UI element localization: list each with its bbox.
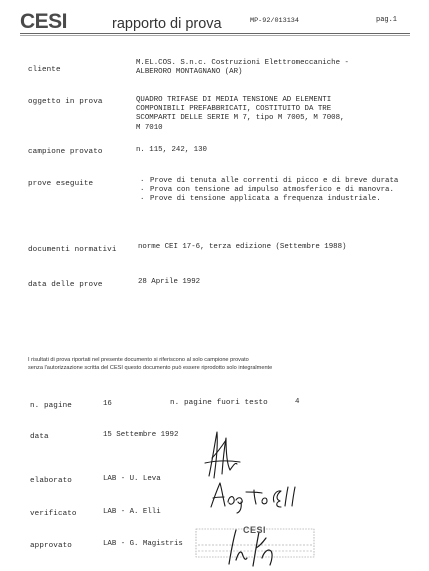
approvato-label: approvato [30, 542, 72, 550]
notice-line: senza l'autorizzazione scritta del CESI questo documento può essere riprodotto solo integralmente [28, 365, 273, 371]
oggetto-line: COMPONIBILI PREFABBRICATI, COSTITUITO DA TRE [136, 105, 332, 114]
notice-line: I risultati di prova riportati nel presente documento si riferiscono al solo campione provato [28, 357, 249, 363]
documenti-label: documenti normativi [28, 246, 117, 254]
signature-approvato [229, 530, 272, 566]
oggetto-line: M 7010 [136, 123, 163, 132]
campione-value: n. 115, 242, 130 [136, 146, 207, 154]
oggetto-value [136, 96, 408, 133]
data-prove-label: data delle prove [28, 281, 103, 289]
document-title: rapporto di prova [112, 16, 222, 32]
data-value: 15 Settembre 1992 [103, 431, 179, 439]
header-rule-secondary [20, 35, 410, 36]
pagine-fuori-value: 4 [295, 398, 300, 406]
cliente-line: ALBERORO MONTAGNANO (AR) [136, 68, 243, 77]
pagine-label: n. pagine [30, 402, 72, 410]
approvato-value: LAB - G. Magistris [103, 540, 183, 548]
elaborato-label: elaborato [30, 477, 72, 485]
reproduction-notice [28, 356, 408, 372]
document-reference: MP-92/013134 [250, 17, 299, 25]
prove-list [138, 177, 410, 205]
data-label: data [30, 433, 49, 441]
campione-label: campione provato [28, 148, 103, 156]
signature-elaborato [205, 432, 240, 478]
oggetto-label: oggetto in prova [28, 98, 103, 106]
pagine-value: 16 [103, 400, 112, 408]
prove-label: prove eseguite [28, 180, 94, 188]
verificato-value: LAB - A. Elli [103, 508, 161, 516]
cliente-line: M.EL.COS. S.n.c. Costruzioni Elettromeccaniche - [136, 59, 349, 67]
cesi-stamp-text: CESI [243, 525, 267, 535]
cesi-logo: CESI [20, 10, 68, 33]
verificato-label: verificato [30, 510, 77, 518]
prove-item: . Prove di tensione applicata a frequenza industriale. [138, 195, 410, 204]
cliente-label: cliente [28, 66, 61, 74]
signature-verificato [211, 483, 295, 513]
documenti-value: norme CEI 17-6, terza edizione (Settembre 1988) [138, 243, 347, 251]
cliente-value [136, 59, 408, 77]
prove-item: . Prove di tenuta alle correnti di picco e di breve durata [138, 177, 410, 186]
page-number: pag.1 [376, 16, 398, 24]
header-rule [20, 33, 410, 34]
data-prove-value: 28 Aprile 1992 [138, 278, 201, 286]
elaborato-value: LAB - U. Leva [103, 475, 161, 483]
prove-item: . Prova con tensione ad impulso atmosferico e di manovra. [138, 186, 410, 195]
pagine-fuori-label: n. pagine fuori testo [170, 399, 268, 407]
oggetto-line: QUADRO TRIFASE DI MEDIA TENSIONE AD ELEMENTI [136, 96, 332, 104]
oggetto-line: SCOMPARTI DELLE SERIE M 7, tipo M 7005, M 7008, [136, 114, 345, 123]
